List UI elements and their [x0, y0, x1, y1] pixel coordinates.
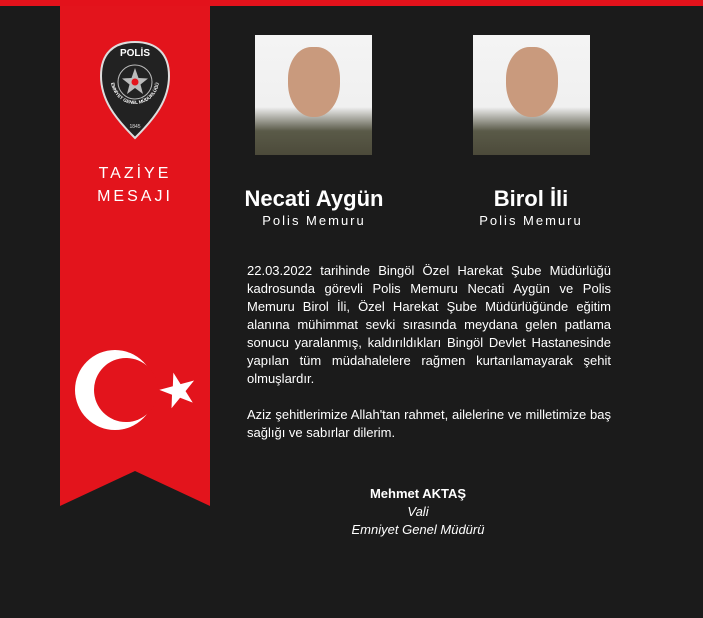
message-paragraph-2: Aziz şehitlerimize Allah'tan rahmet, ailelerine ve milletimize baş sağlığı ve sabırlar dilerim. [247, 407, 611, 440]
signature-block [318, 485, 518, 539]
signature-title-2: Emniyet Genel Müdürü [351, 522, 485, 537]
signature-name: Mehmet AKTAŞ [369, 486, 467, 501]
turkish-crescent-star-icon [70, 340, 200, 440]
person-name-2: Birol İli [493, 186, 569, 211]
badge-ring-text-path: EMNİYET GENEL MÜDÜRLÜĞÜ [110, 82, 160, 106]
portrait-photo-1 [255, 35, 372, 155]
title-line-1: TAZİYE [98, 165, 172, 182]
title-line-2: MESAJI [97, 188, 173, 205]
portrait-photo-2 [473, 35, 590, 155]
badge-year: 1845 [129, 124, 141, 130]
police-badge-logo [99, 40, 171, 140]
signature-title-1: Vali [407, 504, 429, 519]
person-rank-1: Polis Memuru [262, 213, 366, 228]
condolence-message [247, 262, 611, 442]
badge-text: POLİS [119, 48, 151, 59]
person-rank-2: Polis Memuru [479, 213, 583, 228]
top-red-bar [0, 0, 703, 6]
banner-title [60, 162, 210, 208]
message-paragraph-1: 22.03.2022 tarihinde Bingöl Özel Harekat Şube Müdürlüğü kadrosunda görevli Polis Memuru Necati Aygün ve Polis Memuru Birol İli, Özel Harekat Şube Müdürlüğünde eğitim alanına mühimmat sevki sırasında meydana gelen patlama sonucu yaralanmış, kaldırıldıkları Bingöl Devlet Hastanesinde yapılan tüm müdahalelere rağmen kurtarılamayarak şehit olmuşlardır. [247, 263, 611, 386]
person-name-1: Necati Aygün [244, 186, 384, 211]
